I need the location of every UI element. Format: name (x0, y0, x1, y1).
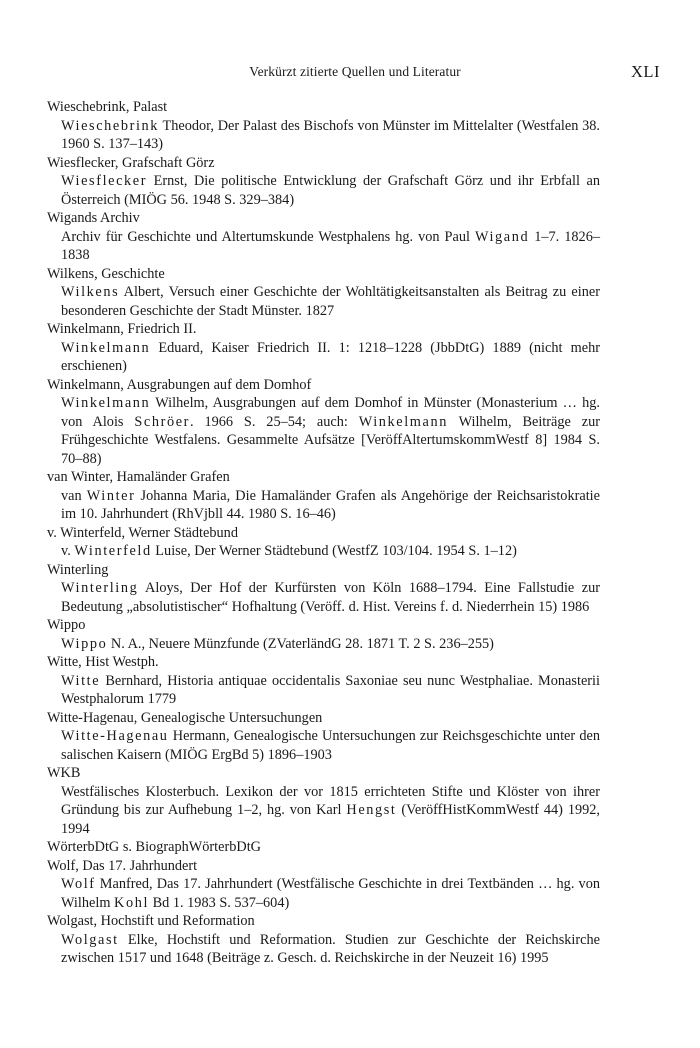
entry-author: Wiesflecker (61, 173, 148, 189)
entry-short-title: Wieschebrink, Palast (47, 99, 168, 115)
entry-full-citation (61, 283, 600, 320)
running-title: Verkürzt zitierte Quellen und Literatur (249, 64, 461, 79)
entry-author: Wieschebrink (61, 117, 160, 134)
entry-citation-text: v. (61, 543, 75, 559)
entry-cross-reference: WörterbDtG s. BiographWörterbDtG (47, 839, 261, 855)
entry-full-citation (61, 172, 600, 209)
entry-author: Winterling (61, 580, 139, 596)
entry-full-citation (61, 339, 600, 376)
entry-citation-text: (VeröffHistKommWestf 44) 1992, 1994 (61, 802, 600, 837)
entry-citation-text: Manfred, Das 17. Jahrhundert (Westfälische Geschichte in drei Textbänden … hg. von Wilhelm (61, 876, 600, 911)
entry-author: Witte-Hagenau (61, 728, 169, 744)
bibliography-entry (47, 468, 600, 524)
bibliography-entry (47, 709, 600, 765)
entry-short-title: WKB (47, 765, 81, 781)
bibliography-entry (47, 653, 600, 709)
entry-full-citation (61, 727, 600, 764)
entry-author: Schröer (134, 413, 191, 430)
bibliography-entry (47, 320, 600, 376)
entry-short-title: v. Winterfeld, Werner Städtebund (47, 524, 238, 541)
entry-short-title: van Winter, Hamaländer Grafen (47, 469, 230, 485)
bibliography-entry (47, 154, 600, 210)
entry-short-title: Winkelmann, Friedrich II. (47, 321, 197, 337)
bibliography-entry (47, 838, 600, 857)
page-header (50, 62, 660, 84)
entry-author: Wippo (61, 635, 108, 652)
entry-short-title: Winterling (47, 561, 109, 578)
entry-short-title: Winkelmann, Ausgrabungen auf dem Domhof (47, 376, 312, 393)
entry-short-title: Wolf, Das 17. Jahrhundert (47, 857, 198, 874)
entry-full-citation (61, 228, 600, 265)
entry-author: Hengst (346, 802, 397, 818)
entry-short-title: Witte-Hagenau, Genealogische Untersuchungen (47, 709, 323, 726)
entry-citation-text: Hermann, Genealogische Untersuchungen zur Reichsgeschichte unter den salischen Kaisern (MIÖG ErgBd 5) 1896–1903 (61, 728, 600, 763)
entry-full-citation (61, 542, 600, 561)
entry-citation-text: Ernst, Die politische Entwicklung der Grafschaft Görz und ihr Erbfall an Österreich (MIÖG 56. 1948 S. 329–384) (61, 173, 600, 208)
entry-author: Wigand (474, 228, 530, 245)
entry-citation-text: Aloys, Der Hof der Kurfürsten von Köln 1688–1794. Eine Fallstudie zur Bedeutung „absolutistischer“ Hofhaltung (Veröff. d. Hist. Vereins f. d. Niederrhein 15) 1986 (61, 580, 600, 615)
bibliography-entry (47, 764, 600, 838)
page-number: XLI (631, 62, 660, 81)
entry-citation-text: Bernhard, Historia antiquae occidentalis Saxoniae seu nunc Westphaliae. Monasterii Westphalorum 1779 (61, 672, 600, 707)
entry-author: Kohl (114, 894, 150, 911)
entry-author: Witte (61, 672, 101, 689)
entry-citation-text: Wilhelm, Ausgrabungen auf dem Domhof in Münster (Monasterium … hg. von Alois (61, 395, 600, 430)
entry-citation-text: Elke, Hochstift und Reformation. Studien zur Geschichte der Reichskirche zwischen 1517 und 1648 (Beiträge z. Gesch. d. Reichskirche in der Neuzeit 16) 1995 (61, 931, 600, 966)
entry-citation-text: N. A., Neuere Münzfunde (ZVaterländG 28. 1871 T. 2 S. 236–255) (107, 635, 494, 652)
entry-full-citation (61, 579, 600, 616)
entry-author: Winkelmann (61, 339, 151, 356)
bibliography-entry (47, 857, 600, 913)
entry-citation-text: Wilhelm, Beiträge zur Frühgeschichte Westfalens. Gesammelte Aufsätze [VeröffAltertumskommWestf 8] 1984 S. 70–88) (61, 413, 600, 467)
bibliography-entry (47, 209, 600, 265)
bibliography-entry (47, 561, 600, 617)
entry-citation-text: . 1966 S. 25–54; auch: (190, 413, 359, 430)
entry-author: Wolf (61, 876, 96, 892)
entry-full-citation (61, 394, 600, 468)
entry-full-citation (61, 117, 600, 154)
entry-short-title: Wiesflecker, Grafschaft Görz (47, 154, 215, 171)
entry-short-title: Witte, Hist Westph. (47, 654, 159, 670)
entry-citation-text: Albert, Versuch einer Geschichte der Wohltätigkeitsanstalten als Beitrag zu einer besonderen Geschichte der Stadt Münster. 1827 (61, 284, 600, 319)
entry-full-citation (61, 672, 600, 709)
bibliography-entry (47, 524, 600, 561)
bibliography-entry (47, 616, 600, 653)
entry-full-citation (61, 487, 600, 524)
entry-full-citation (61, 635, 600, 654)
entry-citation-text: 1–7. 1826–1838 (61, 228, 600, 263)
entry-short-title: Wilkens, Geschichte (47, 265, 165, 282)
bibliography-list (47, 98, 600, 968)
entry-citation-text: Luise, Der Werner Städtebund (WestfZ 103/104. 1954 S. 1–12) (151, 543, 517, 559)
entry-citation-text: Johanna Maria, Die Hamaländer Grafen als Angehörige der Reichsaristokratie im 10. Jahrhundert (RhVjbll 44. 1980 S. 16–46) (61, 487, 600, 522)
entry-citation-text: Westfälisches Klosterbuch. Lexikon der vor 1815 errichteten Stifte und Klöster von ihrer Gründung bis zur Aufhebung 1–2, hg. von Karl (61, 783, 600, 818)
entry-author: Winkelmann (358, 413, 448, 430)
entry-author: Winterfeld (74, 543, 152, 559)
entry-full-citation (61, 875, 600, 912)
entry-citation-text: Eduard, Kaiser Friedrich II. 1: 1218–1228 (JbbDtG) 1889 (nicht mehr erschienen) (61, 339, 600, 374)
entry-citation-text: Theodor, Der Palast des Bischofs von Münster im Mittelalter (Westfalen 38. 1960 S. 137–143) (61, 117, 600, 152)
entry-short-title: Wolgast, Hochstift und Reformation (47, 913, 255, 929)
entry-author: Wolgast (61, 931, 119, 948)
entry-author: Winter (86, 487, 136, 504)
entry-author: Winkelmann (61, 395, 151, 411)
bibliography-entry (47, 265, 600, 321)
entry-short-title: Wippo (47, 617, 86, 633)
entry-short-title: Wigands Archiv (47, 210, 140, 226)
entry-citation-text: Archiv für Geschichte und Altertumskunde Westphalens hg. von Paul (61, 228, 475, 245)
entry-citation-text: Bd 1. 1983 S. 537–604) (149, 894, 290, 911)
bibliography-entry (47, 912, 600, 968)
entry-author: Wilkens (61, 284, 120, 300)
entry-citation-text: van (61, 487, 87, 504)
entry-full-citation (61, 783, 600, 839)
bibliography-entry (47, 98, 600, 154)
bibliography-entry (47, 376, 600, 469)
entry-full-citation (61, 931, 600, 968)
